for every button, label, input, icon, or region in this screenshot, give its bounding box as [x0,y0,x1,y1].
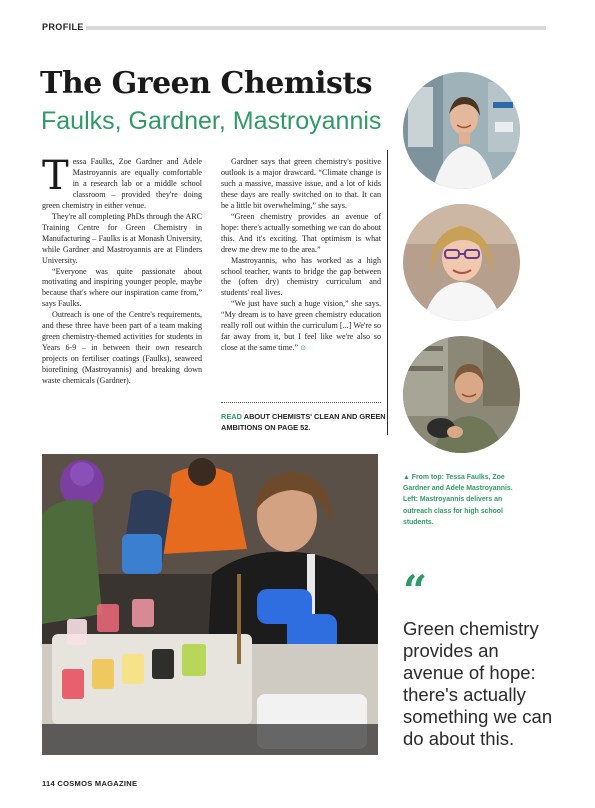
paragraph: They're all completing PhDs through the ARC Training Centre for Green Chemistry in Manufacturing – Faulks is at Monash University, while Gardner and Mastroyannis are at Flinders University. [42,211,202,265]
paragraph: Gardner says that green chemistry's positive outlook is a major drawcard. “Climate change is such a massive, massive issue, and a lot of kids these days are really switched on to that. It can be a little bit overwhelming,” she says. [221,157,381,210]
paragraph: “Everyone was quite passionate about motivating and inspiring younger people, maybe because that's where our inspiration came from,” says Faulks. [42,266,202,309]
read-keyword: READ [221,412,242,421]
paragraph: Outreach is one of the Centre's requirements, and these three have been part of a team making green chemistry-themed activities for students in Years 6-9 – in between their own research projects on fertiliser coatings (Faulks), seaweed biorefining (Mastroyannis) and breaking down waste chemicals (Gardner). [42,310,202,386]
section-label: PROFILE [42,22,84,32]
header-rule [86,26,546,30]
read-more-link[interactable]: READ ABOUT CHEMISTS' CLEAN AND GREEN AMBITIONS ON PAGE 52. [221,412,386,432]
body-column-2 [221,157,381,355]
paragraph: Tessa Faulks, Zoe Gardner and Adele Mastroyannis are equally comfortable in a research lab or a middle school classroom – provided they're doing green chemistry in either venue. [42,153,202,210]
quote-mark-icon: “ [403,566,428,615]
paragraph: Mastroyannis, who has worked as a high school teacher, wants to bridge the gap between the (often dry) chemistry curriculum and students' real lives. [221,255,381,298]
article-title: The Green Chemists [40,66,373,101]
portrait-zoe-gardner [403,204,520,321]
drop-cap: T [42,153,69,199]
outreach-class-photo [42,454,378,755]
pull-quote: Green chemistry provides an avenue of hope: there's actually something we can do about this. [403,618,553,749]
end-mark-icon: ⊙ [300,345,306,353]
paragraph: “Green chemistry provides an avenue of hope: there's actually something we can do about this. And it's exciting. That optimism is what drew me drew me to the area.” [221,211,381,254]
column-divider [387,150,388,435]
paragraph: “We just have such a huge vision,” she says. “My dream is to have green chemistry education really roll out within the curriculum [...] We're so far away from it, but I feel like we're also so close at the same time.” ⊙ [221,299,381,353]
portrait-adele-mastroyannis [403,336,520,453]
body-column-1 [42,153,202,387]
page-folio: 114 COSMOS MAGAZINE [42,779,138,788]
portrait-tessa-faulks [403,72,520,189]
article-subtitle: Faulks, Gardner, Mastroyannis [41,107,382,135]
read-more-rule [221,402,381,403]
photo-caption: ▲ From top: Tessa Faulks, Zoe Gardner and Adele Mastroyannis. Left: Mastroyannis delivers an outreach class for high school students. [403,474,513,526]
